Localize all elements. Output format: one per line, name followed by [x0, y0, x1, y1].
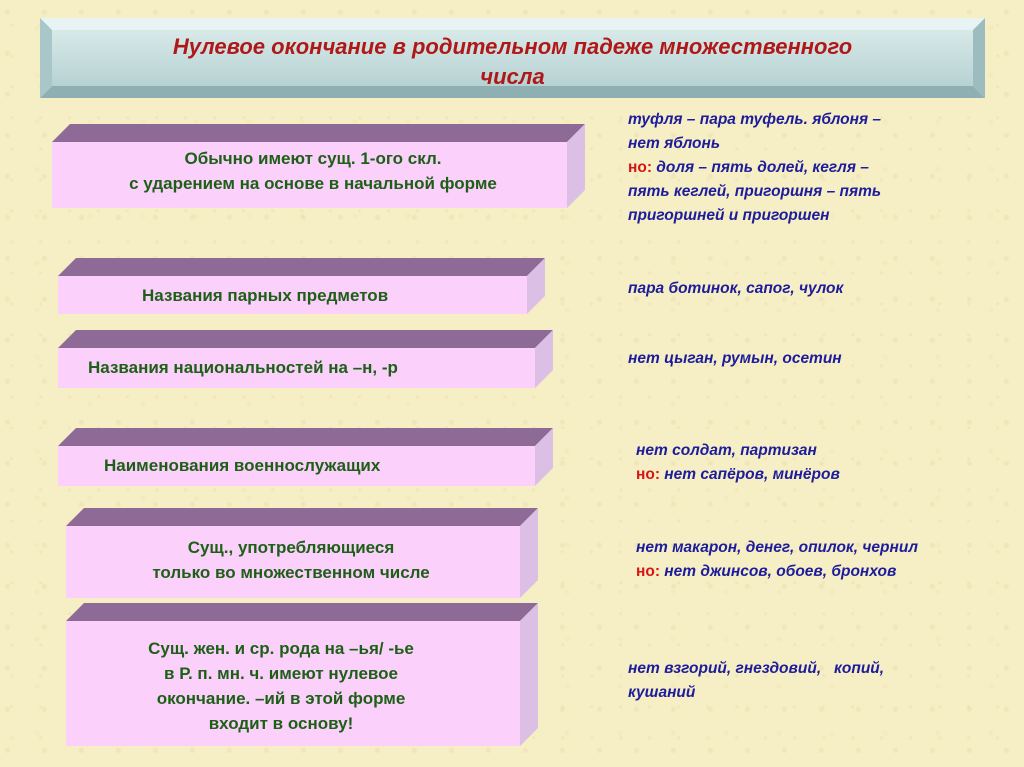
box-top-face	[66, 603, 538, 621]
example-text: нет взгорий, гнездовий, копий,	[628, 660, 885, 677]
box-top-face	[52, 124, 585, 142]
box-side-face	[520, 603, 538, 746]
rule-text-5: Сущ., употребляющиеся только во множественном числе	[152, 538, 430, 582]
example-block-3	[628, 347, 988, 371]
example-text: доля – пять долей, кегля –	[652, 159, 869, 176]
example-line	[636, 463, 996, 487]
example-text: пара ботинок, сапог, чулок	[628, 280, 844, 297]
rule-box-4	[58, 428, 553, 486]
rule-box-3	[58, 330, 553, 388]
title-banner	[40, 18, 985, 98]
example-line	[636, 560, 1006, 584]
box-top-face	[58, 258, 545, 276]
example-block-1	[628, 108, 988, 228]
rule-text-3: Названия национальностей на –н, -р	[88, 358, 398, 377]
example-block-4	[636, 439, 996, 487]
example-block-6	[628, 657, 988, 705]
no-marker: но:	[636, 466, 660, 483]
example-block-5	[636, 536, 1006, 584]
page-title	[60, 32, 965, 92]
example-text: нет джинсов, обоев, бронхов	[660, 563, 897, 580]
example-text: нет цыган, румын, осетин	[628, 350, 842, 367]
rule-box-1	[52, 124, 585, 208]
example-line	[628, 277, 988, 301]
box-top-face	[66, 508, 538, 526]
example-block-2	[628, 277, 988, 301]
no-marker: но:	[636, 563, 660, 580]
example-line	[628, 108, 988, 132]
example-line	[628, 132, 988, 156]
rule-box-5	[66, 508, 538, 598]
example-line	[628, 204, 988, 228]
example-text: пять кеглей, пригоршня – пять	[628, 183, 882, 200]
box-top-face	[58, 330, 553, 348]
rule-box-2	[58, 258, 545, 314]
example-line	[628, 657, 988, 681]
rule-text-6: Сущ. жен. и ср. рода на –ья/ -ье в Р. п. мн. ч. имеют нулевое окончание. –ий в этой форме входит в основу!	[148, 639, 414, 733]
no-marker: но:	[628, 159, 652, 176]
rule-text-1: Обычно имеют сущ. 1-ого скл. с ударением на основе в начальной форме	[129, 149, 497, 193]
title-line-2: числа	[480, 64, 545, 89]
example-text: нет солдат, партизан	[636, 442, 817, 459]
rule-box-6	[66, 603, 538, 746]
example-text: пригоршней и пригоршен	[628, 207, 830, 224]
example-line	[636, 439, 996, 463]
example-text: нет макарон, денег, опилок, чернил	[636, 539, 918, 556]
example-text: нет яблонь	[628, 135, 721, 152]
example-text: кушаний	[628, 684, 696, 701]
example-line	[628, 681, 988, 705]
box-top-face	[58, 428, 553, 446]
example-line	[636, 536, 1006, 560]
rule-text-2: Названия парных предметов	[142, 286, 389, 305]
title-line-1: Нулевое окончание в родительном падеже множественного	[172, 34, 853, 59]
example-line	[628, 180, 988, 204]
rule-text-4: Наименования военнослужащих	[104, 456, 381, 475]
example-line	[628, 156, 988, 180]
example-text: туфля – пара туфель. яблоня –	[628, 111, 882, 128]
example-line	[628, 347, 988, 371]
example-text: нет сапёров, минёров	[660, 466, 840, 483]
